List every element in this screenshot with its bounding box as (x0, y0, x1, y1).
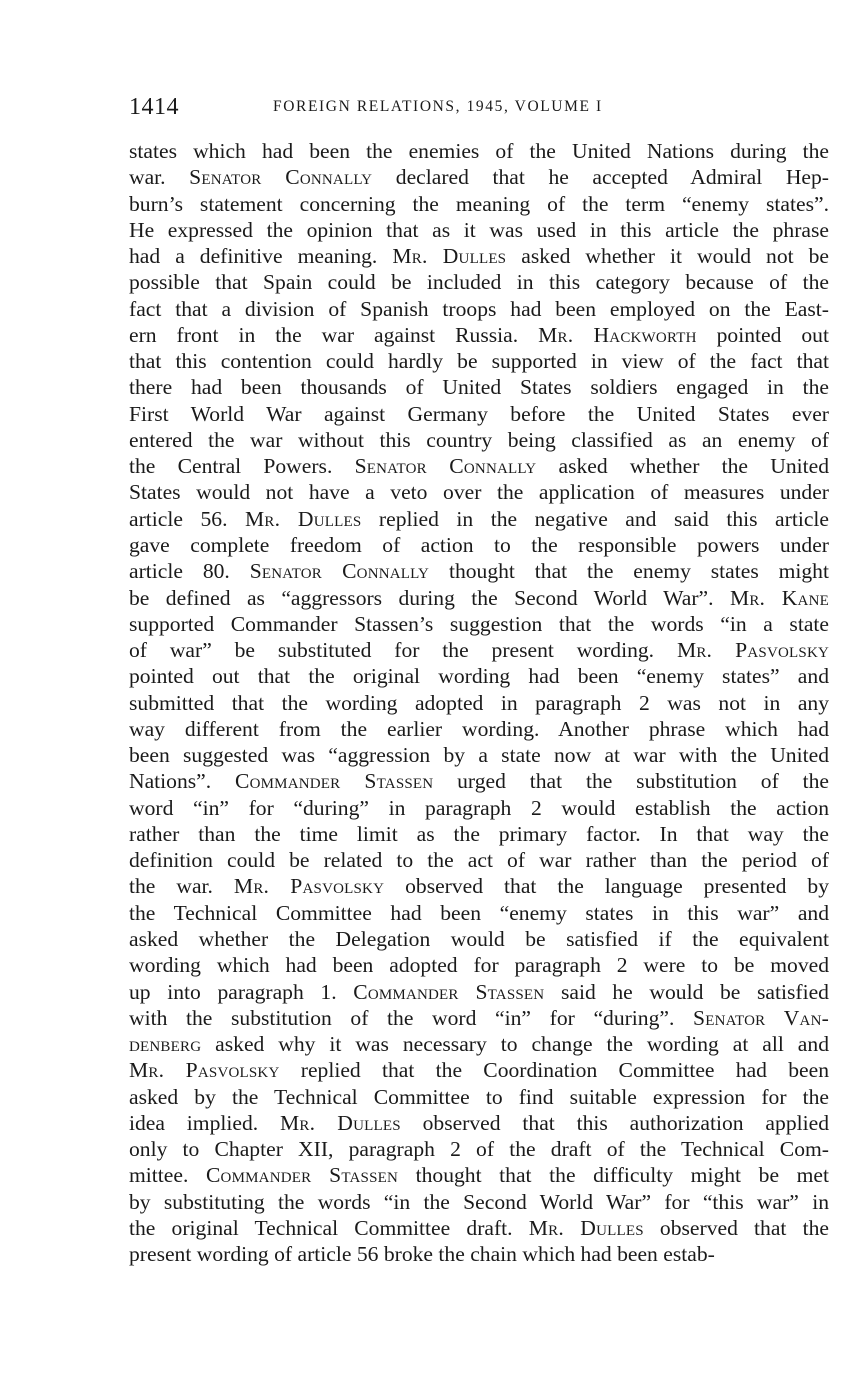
speaker-name: Senator Connally (189, 165, 373, 190)
text-line: the war. Mr. Pasvolsky observed that the language presented by (129, 874, 829, 899)
page-header (129, 92, 829, 122)
text-line: asked by the Technical Committee to find suitable expression for the (129, 1084, 829, 1109)
text-line: wording which had been adopted for paragraph 2 were to be moved (129, 953, 829, 978)
speaker-name: Mr. Kane (729, 585, 829, 610)
body-text (129, 138, 829, 1267)
speaker-name: Senator Van- (693, 1005, 830, 1030)
speaker-name: Senator Connally (249, 559, 430, 584)
speaker-name: denberg (129, 1032, 202, 1057)
text-line: by substituting the words “in the Second World War” for “this war” in (129, 1189, 829, 1214)
speaker-name: Commander Stassen (235, 769, 434, 794)
text-line: way different from the earlier wording. Another phrase which had (129, 716, 829, 741)
text-line: He expressed the opinion that as it was used in this article the phrase (129, 217, 829, 242)
text-line: only to Chapter XII, paragraph 2 of the draft of the Technical Com- (129, 1137, 829, 1162)
text-line: First World War against Germany before the United States ever (129, 401, 829, 426)
text-line: present wording of article 56 broke the chain which had been estab- (129, 1242, 715, 1267)
speaker-name: Mr. Pasvolsky (676, 638, 830, 663)
text-line: word “in” for “during” in paragraph 2 would establish the action (129, 795, 829, 820)
text-line: denberg asked why it was necessary to change the wording at all and (129, 1032, 829, 1057)
text-line: been suggested was “aggression by a state now at war with the United (129, 743, 829, 768)
text-line: of war” be substituted for the present wording. Mr. Pasvolsky (129, 638, 830, 663)
speaker-name: Mr. Dulles (528, 1215, 644, 1240)
text-line: states which had been the enemies of the United Nations during the (129, 139, 829, 163)
speaker-name: Commander Stassen (353, 979, 545, 1004)
text-line: Nations”. Commander Stassen urged that the substitution of the (129, 769, 829, 794)
text-line: idea implied. Mr. Dulles observed that this authorization applied (129, 1110, 829, 1135)
text-line: the original Technical Committee draft. Mr. Dulles observed that the (129, 1215, 829, 1240)
text-line: with the substitution of the word “in” for “during”. Senator Van- (129, 1005, 830, 1030)
text-line: Mr. Pasvolsky replied that the Coordination Committee had been (129, 1058, 829, 1083)
text-line: the Central Powers. Senator Connally asked whether the United (129, 454, 829, 479)
text-line: supported Commander Stassen’s suggestion that the words “in a state (129, 611, 829, 636)
running-head: FOREIGN RELATIONS, 1945, VOLUME I (273, 98, 603, 115)
text-line: entered the war without this country being classified as an enemy of (129, 427, 829, 452)
text-line: asked whether the Delegation would be satisfied if the equivalent (129, 926, 829, 951)
text-line: possible that Spain could be included in this category because of the (129, 270, 829, 295)
text-line: article 56. Mr. Dulles replied in the negative and said this article (129, 506, 829, 531)
speaker-name: Senator Connally (354, 454, 537, 479)
text-line: that this contention could hardly be supported in view of the fact that (129, 349, 829, 374)
text-line: definition could be related to the act of war rather than the period of (129, 848, 829, 873)
text-line: the Technical Committee had been “enemy states in this war” and (129, 900, 829, 925)
text-line: war. Senator Connally declared that he accepted Admiral Hep- (129, 165, 829, 190)
text-line: article 80. Senator Connally thought that the enemy states might (129, 559, 829, 584)
text-line: there had been thousands of United States soldiers engaged in the (129, 375, 829, 400)
speaker-name: Mr. Dulles (392, 244, 507, 269)
text-line: gave complete freedom of action to the responsible powers under (129, 532, 829, 557)
speaker-name: Mr. Dulles (245, 506, 362, 531)
page-number: 1414 (129, 94, 179, 120)
text-line: pointed out that the original wording had been “enemy states” and (129, 664, 829, 689)
speaker-name: Mr. Pasvolsky (129, 1058, 280, 1083)
text-line: ern front in the war against Russia. Mr. Hackworth pointed out (129, 322, 829, 347)
text-line: up into paragraph 1. Commander Stassen said he would be satisfied (129, 979, 829, 1004)
text-line: mittee. Commander Stassen thought that the difficulty might be met (129, 1163, 829, 1188)
text-line: be defined as “aggressors during the Second World War”. Mr. Kane (129, 585, 829, 610)
text-line: had a definitive meaning. Mr. Dulles asked whether it would not be (129, 244, 830, 269)
speaker-name: Commander Stassen (205, 1163, 399, 1188)
speaker-name: Mr. Dulles (280, 1110, 401, 1135)
text-line: States would not have a veto over the application of measures under (129, 480, 829, 505)
text-line: submitted that the wording adopted in paragraph 2 was not in any (129, 690, 829, 715)
speaker-name: Mr. Hackworth (538, 322, 697, 347)
text-line: fact that a division of Spanish troops had been employed on the East- (129, 296, 829, 321)
text-line: rather than the time limit as the primary factor. In that way the (129, 821, 829, 846)
speaker-name: Mr. Pasvolsky (233, 874, 385, 899)
text-line: burn’s statement concerning the meaning of the term “enemy states”. (129, 191, 829, 216)
